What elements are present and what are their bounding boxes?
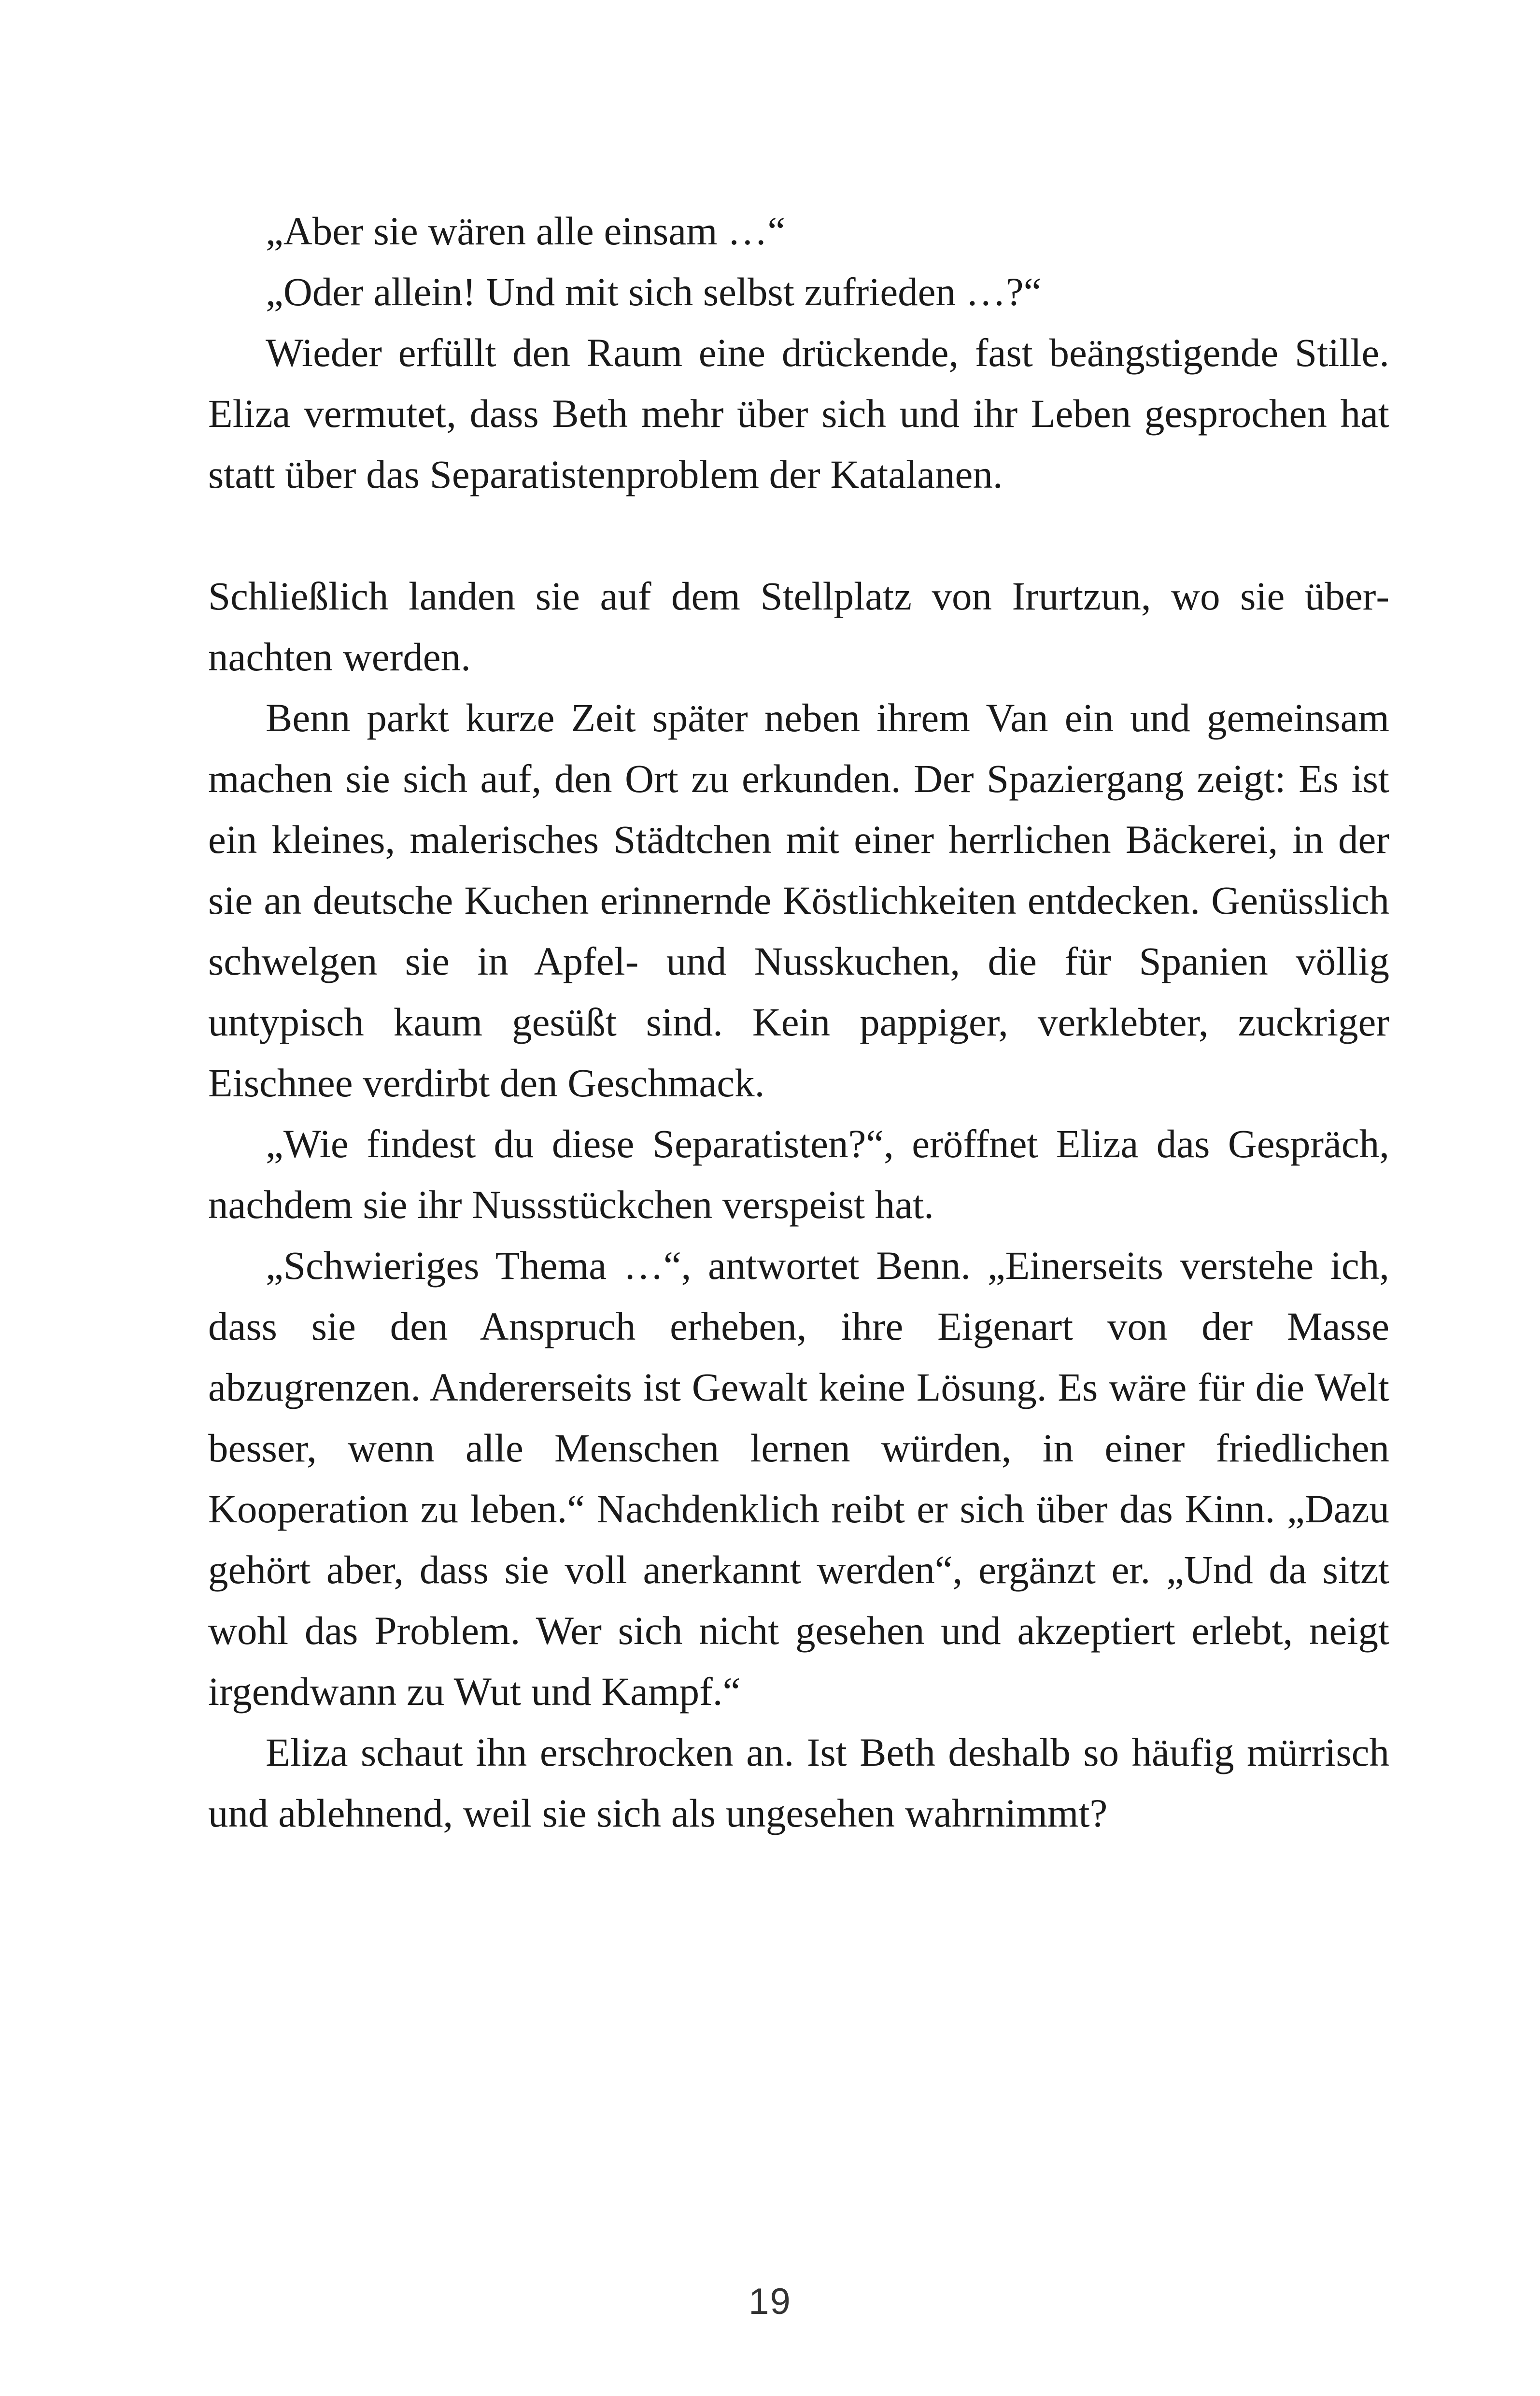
paragraph-stellplatz: Schließlich landen sie auf dem Stellplatz von Irurtzun, wo sie übernachten werden. xyxy=(208,574,1389,679)
paragraph-benn-answer: „Schwieriges Thema …“, antwortet Benn. „Einerseits verstehe ich, dass sie den Anspruch erheben, ihre Eigenart von der Masse abzugrenzen. Andererseits ist Gewalt keine Lösung. Es wäre für die Welt besser, wenn alle Menschen lernen würden, in einer friedlichen Kooperation zu leben.“ Nachdenklich reibt er sich über das Kinn. „Dazu gehört aber, dass sie voll anerkannt werden“, ergänzt er. „Und da sitzt wohl das Problem. Wer sich nicht gesehen und akzeptiert erlebt, neigt irgendwann zu Wut und Kampf.“ xyxy=(208,1243,1389,1714)
paragraph-silence: Wieder erfüllt den Raum eine drückende, fast beängstigende Stille. Eliza vermutet, dass Beth mehr über sich und ihr Leben gesprochen hat statt über das Separatistenproblem der Katalanen. xyxy=(208,330,1389,496)
body-text xyxy=(208,200,1389,1843)
section-break xyxy=(208,505,1389,566)
page-number: 19 xyxy=(749,2281,791,2322)
paragraph-benn-parkt: Benn parkt kurze Zeit später neben ihrem Van ein und gemeinsam machen sie sich auf, den Ort zu erkunden. Der Spaziergang zeigt: Es ist ein kleines, malerisches Städtchen mit einer herrlichen Bäckerei, in der sie an deutsche Kuchen erinnernde Köstlichkeiten entdecken. Genüsslich schwelgen sie in Apfel- und Nusskuchen, die für Spanien völlig untypisch kaum gesüßt sind. Kein pappiger, verklebter, zuckriger Eischnee verdirbt den Geschmack. xyxy=(208,695,1389,1105)
paragraph-dialogue-1: „Aber sie wären alle einsam …“ xyxy=(266,209,786,253)
paragraph-eliza-question: „Wie findest du diese Separatisten?“, eröffnet Eliza das Gespräch, nachdem sie ihr Nussstückchen verspeist hat. xyxy=(208,1121,1389,1227)
paragraph-eliza-reaction: Eliza schaut ihn erschrocken an. Ist Beth deshalb so häufig mürrisch und ablehnend, weil sie sich als ungesehen wahrnimmt? xyxy=(208,1730,1389,1835)
paragraph-dialogue-2: „Oder allein! Und mit sich selbst zufrieden …?“ xyxy=(266,269,1042,314)
